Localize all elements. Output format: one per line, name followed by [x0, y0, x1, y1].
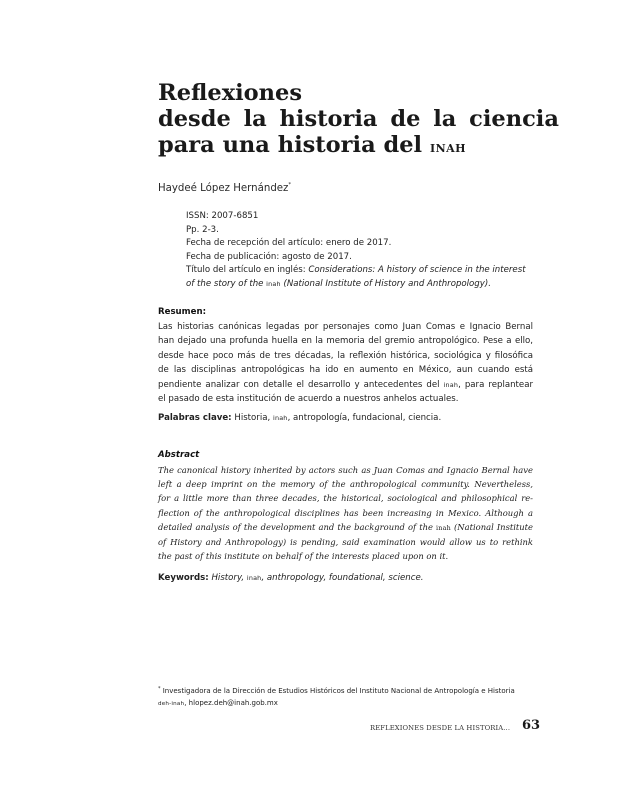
abstract-acronym: inah — [436, 523, 451, 532]
resumen-line-last: el pasado de esta institución de acuerdo a nuestros anhelos actuales. — [158, 394, 459, 405]
palabras-clave-t1: Historia, — [231, 413, 273, 423]
abstract-line-last: the past of this institute on behalf of the interests placed upon on it. — [158, 551, 449, 562]
title-line-1: Reflexiones — [158, 80, 302, 106]
palabras-clave-t3: , antropología, fundacional, ciencia. — [287, 413, 442, 423]
running-head: REFLEXIONES DESDE LA HISTORIA... — [370, 724, 511, 732]
title-line-3-text: para una historia del — [158, 132, 423, 158]
abstract-body — [158, 463, 533, 563]
english-title-acronym: inah — [266, 279, 281, 288]
keywords-label: Keywords: — [158, 573, 209, 583]
english-title-line-2 — [186, 278, 531, 292]
footnote-text-1: Investigadora de la Dirección de Estudios Históricos del Instituto Nacional de Antropología e Historia — [160, 687, 515, 695]
title-line-3 — [158, 132, 559, 160]
pages: Pp. 2-3. — [186, 224, 219, 235]
received-date: Fecha de recepción del artículo: enero de 2017. — [186, 238, 392, 248]
resumen-line: desde hace poco más de tres décadas, la reflexión histórica, sociológica y filosófica — [158, 350, 533, 361]
abstract-line-5a: detailed analysis of the development and the background of the — [158, 521, 437, 532]
english-title-text-2a: of the story of the — [186, 278, 267, 289]
english-title-label: Título del artículo en inglés: — [186, 265, 309, 275]
abstract-heading: Abstract — [158, 450, 200, 460]
resumen-heading: Resumen: — [158, 307, 207, 317]
abstract-line: The canonical history inherited by actors such as Juan Comas and Ignacio Bernal have — [158, 465, 533, 475]
footnote-line-2 — [158, 697, 538, 710]
abstract-line-5c: (National Institute — [450, 521, 533, 532]
author-footnote — [158, 683, 538, 710]
english-title-text-2c: (National Institute of History and Anthropology). — [280, 278, 491, 289]
abstract-line: left a deep imprint on the memory of the anthropological community. Nevertheless, — [158, 479, 533, 490]
author-name — [158, 182, 291, 194]
resumen-line — [158, 378, 533, 392]
palabras-clave-acronym: inah — [272, 414, 288, 422]
footnote-affiliation: deh-inah — [158, 701, 185, 707]
resumen-line-5c: , para replantear — [458, 379, 533, 390]
palabras-clave — [158, 411, 533, 425]
abstract-line: of History and Anthropology) is pending, said examination would allow us to rethink — [158, 537, 533, 548]
title-acronym: inah — [429, 138, 467, 156]
palabras-clave-label: Palabras clave: — [158, 413, 232, 423]
footnote-line-1 — [158, 683, 538, 697]
issn: ISSN: 2007-6851 — [186, 211, 259, 221]
english-title-line-1 — [186, 264, 531, 278]
abstract-line: flection of the anthropological disciplines has been increasing in Mexico. Although a — [158, 507, 533, 518]
published-date: Fecha de publicación: agosto de 2017. — [186, 251, 352, 262]
english-title-text-1: Considerations: A history of science in the interest — [308, 265, 526, 275]
keywords-t1: History, — [208, 573, 247, 583]
footnote-email: , hlopez.deh@inah.gob.mx — [184, 699, 278, 707]
abstract-line: for a little more than three decades, the historical, sociological and philosophical re- — [158, 493, 533, 504]
resumen-acronym: inah — [443, 380, 459, 389]
abstract-line — [158, 520, 533, 535]
title-line-2: desde la historia de la ciencia — [158, 106, 559, 132]
resumen-line: Las historias canónicas legadas por personajes como Juan Comas e Ignacio Bernal — [158, 322, 533, 332]
author-note-mark: * — [288, 182, 292, 188]
keywords-acronym: inah — [246, 574, 262, 582]
page-number: 63 — [522, 718, 541, 733]
keywords-t3: , anthropology, foundational, science. — [261, 573, 424, 583]
footnote-mark: * — [158, 686, 161, 692]
resumen-line: de las disciplinas antropológicas ha ido en aumento en México, aun cuando está — [158, 365, 533, 376]
resumen-body — [158, 320, 533, 406]
keywords — [158, 571, 533, 585]
author-text: Haydeé López Hernández — [158, 183, 289, 194]
resumen-line-5a: pendiente analizar con detalle el desarrollo y antecedentes del — [158, 379, 444, 390]
resumen-line: han dejado una profunda huella en la memoria del gremio antropológico. Pese a ello, — [158, 336, 533, 347]
article-metadata — [186, 210, 531, 291]
article-title — [158, 80, 559, 160]
